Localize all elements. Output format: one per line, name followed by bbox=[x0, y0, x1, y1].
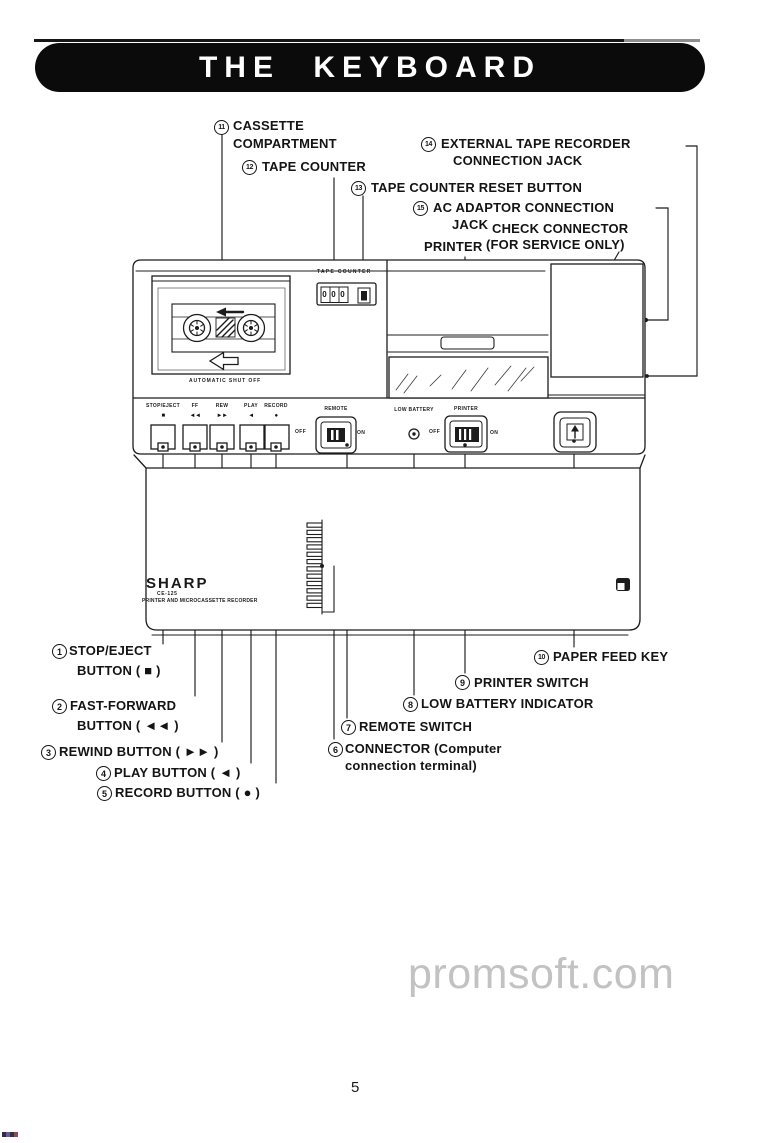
counter-digit: 0 bbox=[331, 290, 336, 299]
callout-6-label: CONNECTOR (Computer bbox=[345, 741, 502, 756]
watermark: promsoft.com bbox=[408, 950, 675, 998]
page-title: THE KEYBOARD bbox=[198, 50, 541, 84]
key-symbol-record: ● bbox=[274, 413, 278, 419]
key-symbol-ff: ◄◄ bbox=[189, 413, 201, 419]
key-label-record: RECORD bbox=[264, 403, 288, 409]
printer-off-label: OFF bbox=[429, 429, 441, 435]
low-battery-engraving: LOW BATTERY bbox=[394, 407, 434, 413]
key-symbol-rew: ►► bbox=[216, 413, 228, 419]
callout-15-label: AC ADAPTOR CONNECTION bbox=[433, 200, 615, 215]
callout-9-number: 9 bbox=[455, 675, 470, 690]
callout-11-label2: COMPARTMENT bbox=[233, 136, 337, 151]
callout-4-number: 4 bbox=[96, 766, 111, 781]
callout-2-number: 2 bbox=[52, 699, 67, 714]
callout-11-label: CASSETTE bbox=[233, 118, 304, 133]
remote-engraving: REMOTE bbox=[324, 406, 348, 412]
callout-13-label: TAPE COUNTER RESET BUTTON bbox=[371, 180, 583, 195]
callout-2-label2: BUTTON ( ◄◄ ) bbox=[77, 718, 179, 733]
callout-10-label: PAPER FEED KEY bbox=[553, 649, 669, 664]
callout-2-label: FAST-FORWARD bbox=[70, 698, 177, 713]
callout-11-number: 11 bbox=[214, 120, 229, 135]
brand-logo: SHARP bbox=[146, 575, 209, 592]
callout-8-label: LOW BATTERY INDICATOR bbox=[421, 696, 594, 711]
callout-9-label: PRINTER SWITCH bbox=[474, 675, 589, 690]
side-jack-panel bbox=[540, 264, 645, 395]
callout-3-label: REWIND BUTTON ( ►► ) bbox=[59, 744, 219, 759]
key-label-rew: REW bbox=[215, 403, 229, 409]
battery-compartment-icon bbox=[616, 578, 630, 591]
tape-counter-engraving: TAPE COUNTER bbox=[317, 269, 372, 275]
printer-engraving: PRINTER bbox=[453, 406, 479, 412]
callout-6-number: 6 bbox=[328, 742, 343, 757]
paper-feed-key bbox=[554, 412, 596, 452]
callout-5-number: 5 bbox=[97, 786, 112, 801]
callout-1-label: STOP/EJECT bbox=[69, 643, 152, 658]
remote-off-label: OFF bbox=[295, 429, 307, 435]
callout-3-number: 3 bbox=[41, 745, 56, 760]
printer-on-label: ON bbox=[490, 430, 499, 436]
cassette-compartment bbox=[152, 276, 290, 374]
page-number: 5 bbox=[351, 1079, 360, 1096]
callout-1-label2: BUTTON ( ■ ) bbox=[77, 663, 161, 678]
piano-keys bbox=[151, 425, 289, 451]
callout-14-label: EXTERNAL TAPE RECORDER bbox=[441, 136, 631, 151]
key-label-ff: FF bbox=[191, 403, 199, 409]
model-number: CE-125 bbox=[157, 591, 178, 597]
key-symbol-stop: ■ bbox=[161, 413, 165, 419]
counter-digit: 0 bbox=[340, 290, 345, 299]
callout-15-label2: JACK bbox=[452, 217, 489, 232]
remote-switch bbox=[316, 417, 356, 453]
callout-7-number: 7 bbox=[341, 720, 356, 735]
auto-shutoff-engraving: AUTOMATIC SHUT OFF bbox=[189, 378, 262, 384]
callout-10-number: 10 bbox=[534, 650, 549, 665]
callout-5-label: RECORD BUTTON ( ● ) bbox=[115, 785, 261, 800]
printer-switch bbox=[445, 416, 487, 452]
key-symbol-play: ◄ bbox=[248, 413, 254, 419]
callout-1-number: 1 bbox=[52, 644, 67, 659]
check-connector-label: CHECK CONNECTOR bbox=[492, 221, 629, 236]
product-line-label: PRINTER AND MICROCASSETTE RECORDER bbox=[142, 598, 258, 604]
callout-14-label2: CONNECTION JACK bbox=[453, 153, 583, 168]
scan-artifact bbox=[2, 1132, 18, 1137]
callout-8-number: 8 bbox=[403, 697, 418, 712]
callout-12-number: 12 bbox=[242, 160, 257, 175]
key-label-stop-eject: STOP/EJECT bbox=[145, 403, 181, 409]
callout-4-label: PLAY BUTTON ( ◄ ) bbox=[114, 765, 241, 780]
callout-14-number: 14 bbox=[421, 137, 436, 152]
check-connector-label2: (FOR SERVICE ONLY) bbox=[486, 237, 625, 252]
printer-pointer-label: PRINTER bbox=[424, 239, 483, 254]
callout-13-number: 13 bbox=[351, 181, 366, 196]
callout-15-number: 15 bbox=[413, 201, 428, 216]
callout-12-label: TAPE COUNTER bbox=[262, 159, 366, 174]
counter-digit: 0 bbox=[322, 290, 327, 299]
callout-6-label2: connection terminal) bbox=[345, 758, 477, 773]
remote-on-label: ON bbox=[357, 430, 366, 436]
callout-7-label: REMOTE SWITCH bbox=[359, 719, 473, 734]
key-label-play: PLAY bbox=[243, 403, 259, 409]
